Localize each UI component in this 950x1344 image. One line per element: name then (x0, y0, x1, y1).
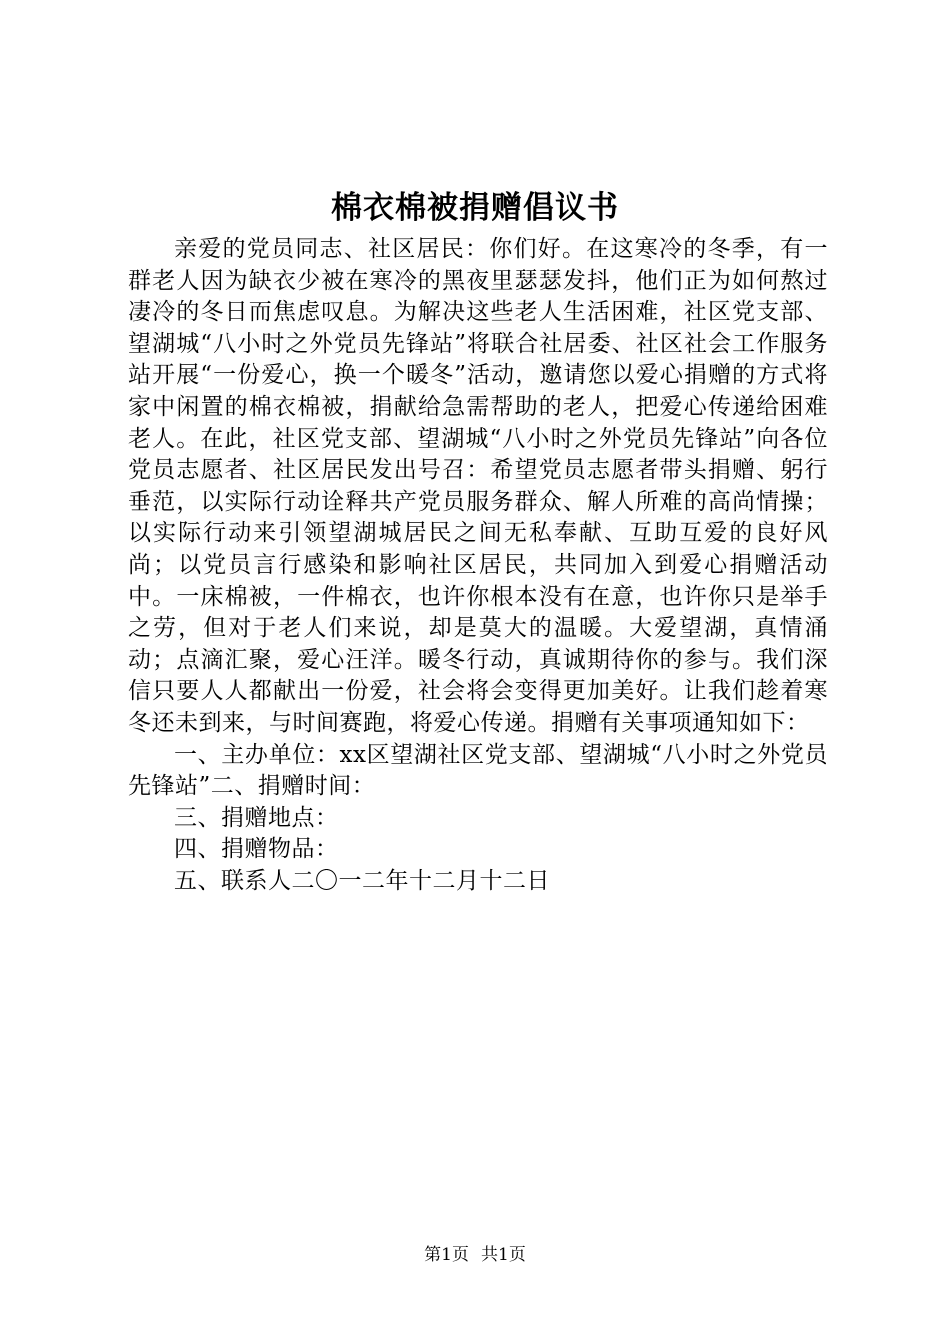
paragraph-location: 三、捐赠地点： (174, 804, 339, 831)
page-total: 共1页 (481, 1245, 526, 1265)
document-body (128, 234, 828, 897)
page-number: 第1页 (424, 1245, 469, 1265)
paragraph-items: 四、捐赠物品： (174, 836, 339, 863)
paragraph-organizer: 一、主办单位：xx区望湖社区党支部、望湖城“八小时之外党员先锋站”二、捐赠时间： (128, 741, 828, 800)
document-title: 棉衣棉被捐赠倡议书 (331, 190, 619, 226)
paragraph-intro: 亲爱的党员同志、社区居民：你们好。在这寒冷的冬季，有一群老人因为缺衣少被在寒冷的黑夜里瑟瑟发抖，他们正为如何熬过凄冷的冬日而焦虑叹息。为解决这些老人生活困难，社区党支部、望湖城“八小时之外党员先锋站”将联合社居委、社区社会工作服务站开展“一份爱心，换一个暖冬”活动，邀请您以爱心捐赠的方式将家中闲置的棉衣棉被，捐献给急需帮助的老人，把爱心传递给困难老人。在此，社区党支部、望湖城“八小时之外党员先锋站”向各位党员志愿者、社区居民发出号召：希望党员志愿者带头捐赠、躬行垂范，以实际行动诠释共产党员服务群众、解人所难的高尚情操；以实际行动来引领望湖城居民之间无私奉献、互助互爱的良好风尚；以党员言行感染和影响社区居民，共同加入到爱心捐赠活动中。一床棉被，一件棉衣，也许你根本没有在意，也许你只是举手之劳，但对于老人们来说，却是莫大的温暖。大爱望湖，真情涌动；点滴汇聚，爱心汪洋。暖冬行动，真诚期待你的参与。我们深信只要人人都献出一份爱，社会将会变得更加美好。让我们趁着寒冬还未到来，与时间赛跑，将爱心传递。捐赠有关事项通知如下： (128, 236, 828, 736)
page-footer (0, 1243, 950, 1267)
paragraph-contact-date: 五、联系人二〇一二年十二月十二日 (174, 867, 550, 894)
